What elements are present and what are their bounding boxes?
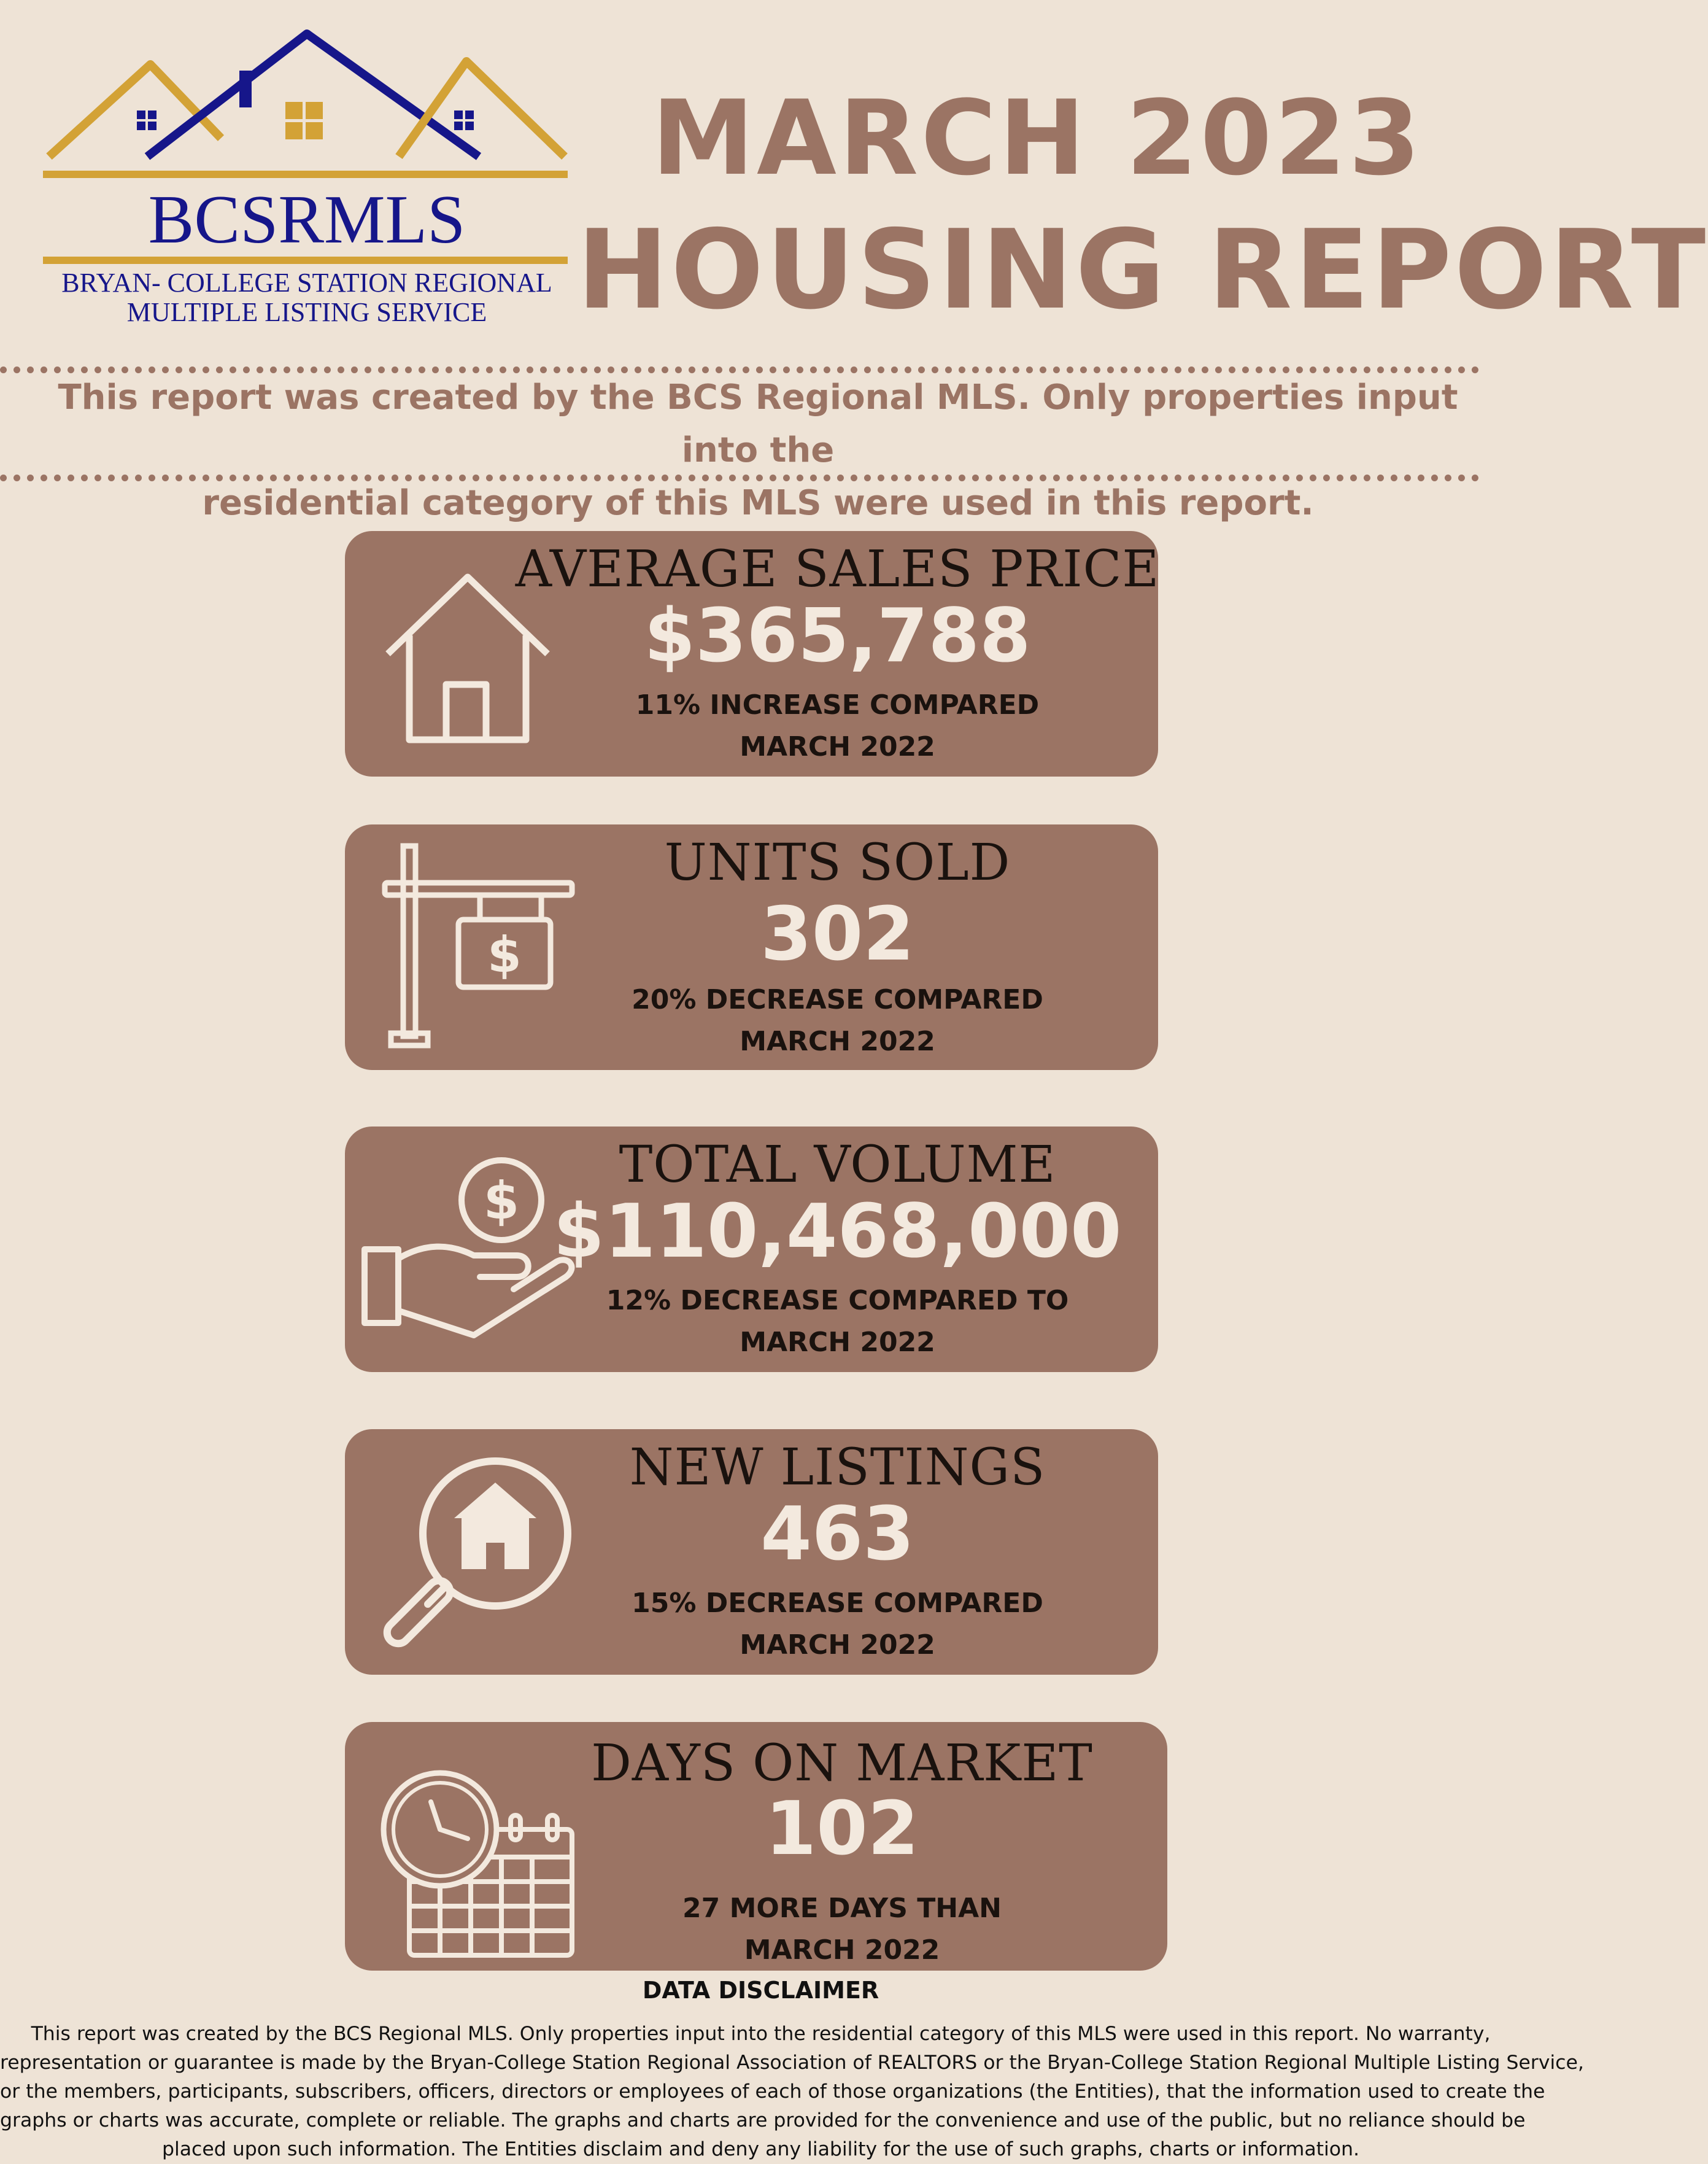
card-title: TOTAL VOLUME [619,1136,1056,1194]
card-value: 102 [765,1786,919,1872]
right-roof-icon [399,61,565,157]
card-total-volume [345,1127,1158,1372]
logo-acronym: BCSRMLS [148,182,466,258]
disclaimer-line: or the members, participants, subscribers, officers, directors or employees of each of those organizations (the Entities), that the information used to create the [0,2081,1545,2103]
card-note-line2: MARCH 2022 [740,731,935,762]
card-title: UNITS SOLD [664,834,1011,892]
card-note [492,684,1183,768]
card-average-sales-price [345,531,1158,777]
center-window-icon [285,102,323,139]
bcsrmls-logo [37,25,577,332]
card-note-line1: 15% DECREASE COMPARED [632,1588,1043,1619]
card-note-line1: 12% DECREASE COMPARED TO [606,1285,1069,1316]
card-new-listings [345,1429,1158,1675]
card-value: $110,468,000 [553,1189,1122,1274]
card-note-line1: 11% INCREASE COMPARED [635,689,1040,721]
dotted-divider-bottom [0,475,1479,481]
disclaimer-line: placed upon such information. The Entities disclaim and deny any liability for the use of such graphs, charts or information. [161,2138,1360,2160]
svg-text:$: $ [483,1171,520,1231]
disclaimer-line: This report was created by the BCS Regional MLS. Only properties input into the residential category of this MLS were used in this report. No warranty, [31,2023,1491,2045]
left-roof-icon [49,64,221,157]
card-note [492,1583,1183,1666]
card-note [492,979,1183,1063]
card-note [492,1888,1192,1971]
card-value: $365,788 [644,594,1031,679]
card-note-line2: MARCH 2022 [744,1934,940,1966]
card-note-line1: 20% DECREASE COMPARED [632,984,1043,1015]
card-note-line2: MARCH 2022 [740,1026,935,1057]
card-note-line2: MARCH 2022 [740,1629,935,1661]
intro-line1: This report was created by the BCS Regional MLS. Only properties input into the [58,378,1458,470]
disclaimer-text [0,2020,1584,2164]
left-window-icon [137,111,157,130]
card-value: 463 [760,1492,914,1577]
right-window-icon [454,111,474,130]
intro-note [25,371,1491,530]
card-note-line1: 27 MORE DAYS THAN [682,1893,1002,1924]
svg-text:$: $ [487,926,522,983]
card-days-on-market [345,1722,1167,1971]
logo-top-bar [43,171,568,178]
logo-graphic [37,25,577,332]
disclaimer-title: DATA DISCLAIMER [642,1977,879,2004]
card-title: DAYS ON MARKET [591,1734,1093,1793]
card-title: NEW LISTINGS [629,1438,1046,1497]
disclaimer-line: graphs or charts was accurate, complete or reliable. The graphs and charts are provided for the convenience and use of the public, but no reliance should be [0,2109,1526,2131]
card-units-sold [345,824,1158,1070]
report-title-line1: MARCH 2023 [651,78,1423,198]
card-note [492,1280,1183,1363]
report-title-line2: HOUSING REPORT [577,206,1708,333]
card-value: 302 [760,892,914,977]
chimney-icon [239,71,252,107]
intro-line2: residential category of this MLS were used in this report. [202,483,1314,523]
card-title: AVERAGE SALES PRICE [515,540,1160,599]
disclaimer-line: representation or guarantee is made by the Bryan-College Station Regional Association of REALTORS or the Bryan-College Station Regional Multiple Listing Service, [0,2052,1584,2074]
card-note-line2: MARCH 2022 [740,1327,935,1358]
logo-name-line2: MULTIPLE LISTING SERVICE [126,297,487,327]
logo-name-line1: BRYAN- COLLEGE STATION REGIONAL [61,268,552,298]
